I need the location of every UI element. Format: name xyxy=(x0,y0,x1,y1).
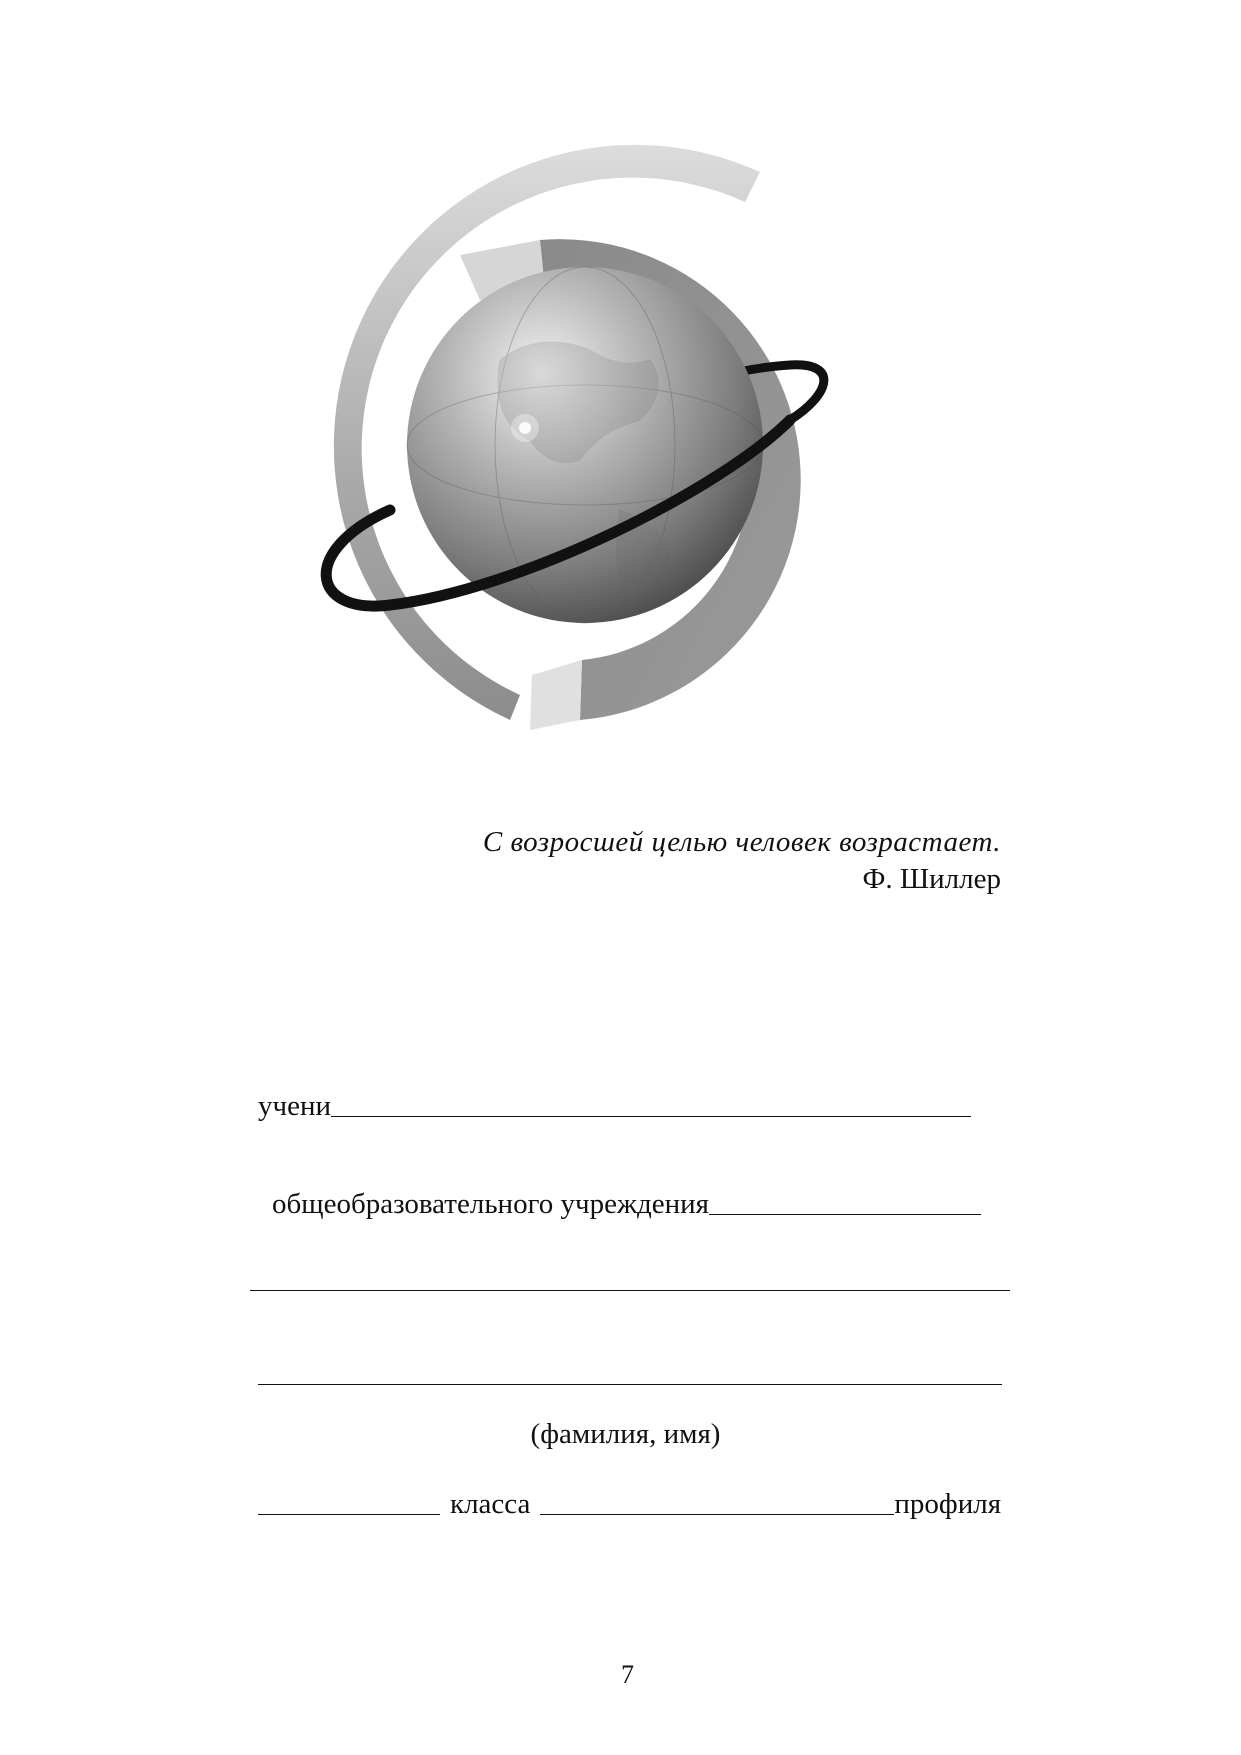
institution-label: общеобразовательного учреждения xyxy=(272,1188,709,1220)
student-label: учени xyxy=(258,1090,331,1122)
student-blank[interactable] xyxy=(331,1116,971,1117)
quote-author: Ф. Шиллер xyxy=(862,863,1001,895)
profile-label: профиля xyxy=(894,1488,1002,1520)
profile-blank[interactable] xyxy=(540,1514,894,1515)
class-profile-line xyxy=(258,1488,1001,1521)
institution-continuation-blank[interactable] xyxy=(250,1290,1010,1291)
student-line xyxy=(258,1090,971,1123)
name-caption: (фамилия, имя) xyxy=(530,1418,721,1450)
quote-text: С возросшей целью человек возрастает. xyxy=(482,826,1001,858)
globe-logo xyxy=(320,130,920,750)
class-label: класса xyxy=(450,1488,531,1520)
class-blank[interactable] xyxy=(258,1514,440,1515)
institution-continuation-line xyxy=(250,1290,1010,1297)
page-number: 7 xyxy=(621,1660,634,1689)
name-blank[interactable] xyxy=(258,1384,1002,1385)
name-line xyxy=(258,1384,1002,1391)
institution-line xyxy=(272,1188,981,1221)
institution-blank[interactable] xyxy=(709,1214,981,1215)
